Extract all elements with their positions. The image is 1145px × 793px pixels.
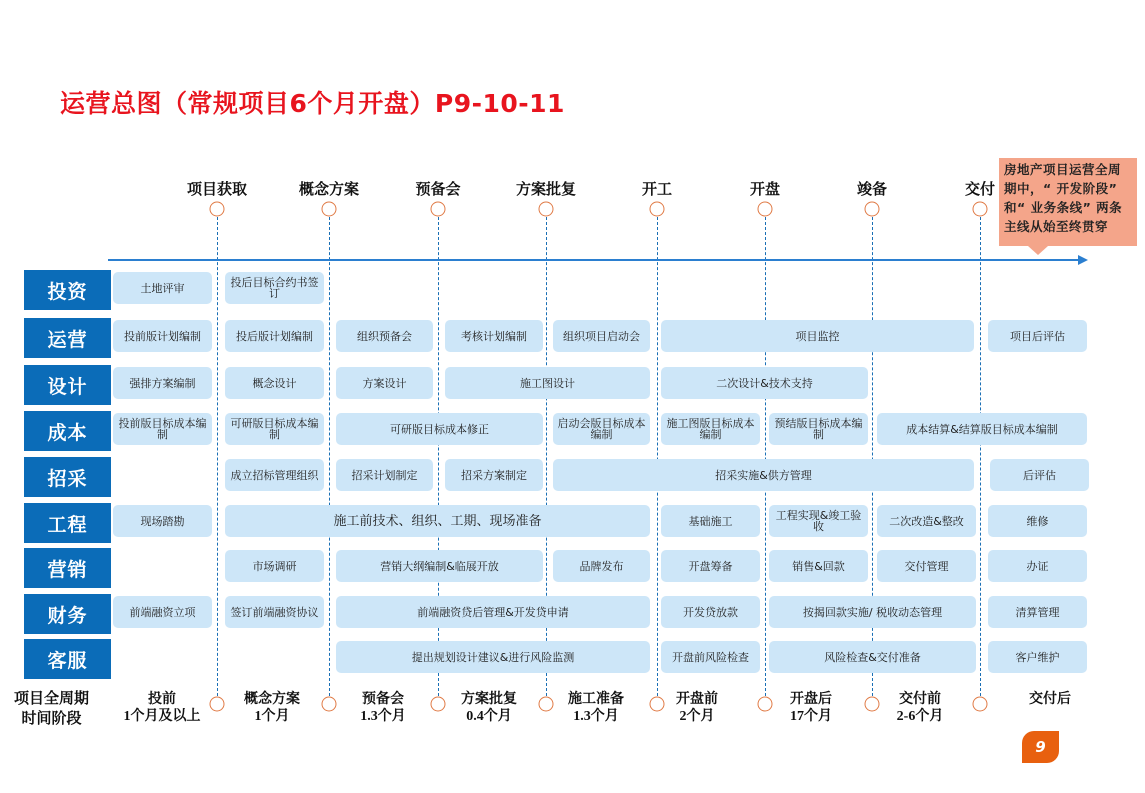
milestone-circle-icon [322, 202, 337, 217]
task-cell: 可研版目标成本编制 [225, 413, 324, 445]
phase-label [676, 690, 718, 726]
task-cell: 土地评审 [113, 272, 212, 304]
phase-name: 方案批复 [461, 691, 517, 707]
row-label: 运营 [24, 318, 111, 358]
phase-circle-icon [210, 697, 225, 712]
phase-label [244, 690, 300, 726]
task-cell: 施工图设计 [445, 367, 650, 399]
phase-label [897, 690, 944, 726]
phase-duration: 17个月 [790, 709, 832, 724]
task-cell: 前端融资贷后管理&开发贷申请 [336, 596, 650, 628]
task-cell: 市场调研 [225, 550, 324, 582]
phase-name: 预备会 [362, 691, 404, 707]
task-cell: 销售&回款 [769, 550, 868, 582]
phase-label [790, 690, 832, 726]
task-cell: 成本结算&结算版目标成本编制 [877, 413, 1087, 445]
task-cell: 二次改造&整改 [877, 505, 976, 537]
milestone-label: 竣备 [856, 180, 888, 198]
milestone-circle-icon [539, 202, 554, 217]
phase-header [14, 688, 89, 728]
phase-duration: 1个月及以上 [123, 709, 201, 724]
phase-duration: 1.3个月 [573, 709, 619, 724]
task-cell: 方案设计 [336, 367, 433, 399]
task-cell: 预结版目标成本编制 [769, 413, 868, 445]
phase-header-line1: 项目全周期 [14, 689, 90, 707]
milestone-label: 项目获取 [186, 180, 248, 198]
phase-circle-icon [865, 697, 880, 712]
row-label: 营销 [24, 548, 111, 588]
task-cell: 前端融资立项 [113, 596, 212, 628]
task-cell: 组织预备会 [336, 320, 433, 352]
milestone-divider [657, 217, 658, 696]
phase-duration: 1个月 [254, 709, 290, 724]
milestone-circle-icon [973, 202, 988, 217]
task-cell: 强排方案编制 [113, 367, 212, 399]
phase-name: 施工准备 [568, 691, 624, 707]
milestone-label: 预备会 [415, 180, 461, 198]
milestone-divider [329, 217, 330, 696]
timeline-axis [108, 259, 1080, 261]
phase-duration: 0.4个月 [466, 709, 512, 724]
phase-duration: 2-6个月 [896, 709, 944, 724]
phase-name: 投前 [148, 691, 176, 707]
phase-circle-icon [431, 697, 446, 712]
phase-name: 交付后 [1029, 691, 1071, 707]
task-cell: 签订前端融资协议 [225, 596, 324, 628]
phase-name: 开盘后 [790, 691, 832, 707]
row-label: 投资 [24, 270, 111, 310]
task-cell: 投后目标合约书签订 [225, 272, 324, 304]
task-cell: 开盘筹备 [661, 550, 760, 582]
task-cell: 开盘前风险检查 [661, 641, 760, 673]
phase-label [1029, 690, 1071, 708]
task-cell: 现场踏勘 [113, 505, 212, 537]
phase-name: 交付前 [898, 691, 941, 707]
task-cell: 工程实现&竣工验收 [769, 505, 868, 537]
page-title: 运营总图（常规项目6个月开盘）P9-10-11 [60, 89, 565, 118]
phase-circle-icon [539, 697, 554, 712]
task-cell: 品牌发布 [553, 550, 650, 582]
arrow-right-icon [1078, 255, 1088, 265]
milestone-circle-icon [865, 202, 880, 217]
task-cell: 招采计划制定 [336, 459, 433, 491]
task-cell: 投后版计划编制 [225, 320, 324, 352]
task-cell: 按揭回款实施/ 税收动态管理 [769, 596, 976, 628]
milestone-divider [217, 217, 218, 696]
phase-label [360, 690, 406, 726]
row-label: 成本 [24, 411, 111, 451]
phase-circle-icon [758, 697, 773, 712]
milestone-label: 方案批复 [515, 180, 577, 198]
task-cell: 考核计划编制 [445, 320, 543, 352]
task-cell: 施工图版目标成本编制 [661, 413, 760, 445]
phase-label [568, 690, 624, 726]
task-cell: 投前版计划编制 [113, 320, 212, 352]
task-cell: 启动会版目标成本编制 [553, 413, 650, 445]
phase-circle-icon [650, 697, 665, 712]
milestone-divider [980, 217, 981, 696]
task-cell: 招采方案制定 [445, 459, 543, 491]
phase-name: 概念方案 [244, 691, 300, 707]
milestone-divider [765, 217, 766, 696]
row-label: 客服 [24, 639, 111, 679]
task-cell: 施工前技术、组织、工期、现场准备 [225, 505, 650, 537]
phase-circle-icon [322, 697, 337, 712]
milestone-circle-icon [758, 202, 773, 217]
task-cell: 项目后评估 [988, 320, 1087, 352]
row-label: 招采 [24, 457, 111, 497]
task-cell: 项目监控 [661, 320, 974, 352]
task-cell: 可研版目标成本修正 [336, 413, 543, 445]
task-cell: 风险检查&交付准备 [769, 641, 976, 673]
phase-name: 开盘前 [676, 691, 718, 707]
phase-label [124, 690, 201, 726]
milestone-label: 开盘 [749, 180, 781, 198]
task-cell: 基础施工 [661, 505, 760, 537]
phase-duration: 1.3个月 [360, 709, 406, 724]
callout-tail [1028, 246, 1048, 255]
task-cell: 客户维护 [988, 641, 1087, 673]
task-cell: 开发贷放款 [661, 596, 760, 628]
phase-label [461, 690, 517, 726]
task-cell: 交付管理 [877, 550, 976, 582]
task-cell: 二次设计&技术支持 [661, 367, 868, 399]
task-cell: 组织项目启动会 [553, 320, 650, 352]
milestone-circle-icon [431, 202, 446, 217]
task-cell: 投前版目标成本编制 [113, 413, 212, 445]
task-cell: 维修 [988, 505, 1087, 537]
milestone-label: 开工 [641, 180, 673, 198]
task-cell: 后评估 [990, 459, 1089, 491]
task-cell: 营销大纲编制&临展开放 [336, 550, 543, 582]
milestone-label: 交付 [964, 180, 996, 198]
milestone-circle-icon [650, 202, 665, 217]
phase-duration: 2个月 [679, 709, 715, 724]
row-label: 财务 [24, 594, 111, 634]
task-cell: 办证 [988, 550, 1087, 582]
milestone-circle-icon [210, 202, 225, 217]
callout-note: 房地产项目运营全周期中，“ 开发阶段” 和“ 业务条线” 两条主线从始至终贯穿 [999, 158, 1137, 246]
row-label: 工程 [24, 503, 111, 543]
phase-header-line2: 时间阶段 [21, 709, 82, 727]
milestone-label: 概念方案 [298, 180, 360, 198]
task-cell: 成立招标管理组织 [225, 459, 324, 491]
phase-circle-icon [973, 697, 988, 712]
row-label: 设计 [24, 365, 111, 405]
task-cell: 概念设计 [225, 367, 324, 399]
task-cell: 提出规划设计建议&进行风险监测 [336, 641, 650, 673]
task-cell: 清算管理 [988, 596, 1087, 628]
page-number-badge: 9 [1022, 731, 1059, 763]
task-cell: 招采实施&供方管理 [553, 459, 974, 491]
